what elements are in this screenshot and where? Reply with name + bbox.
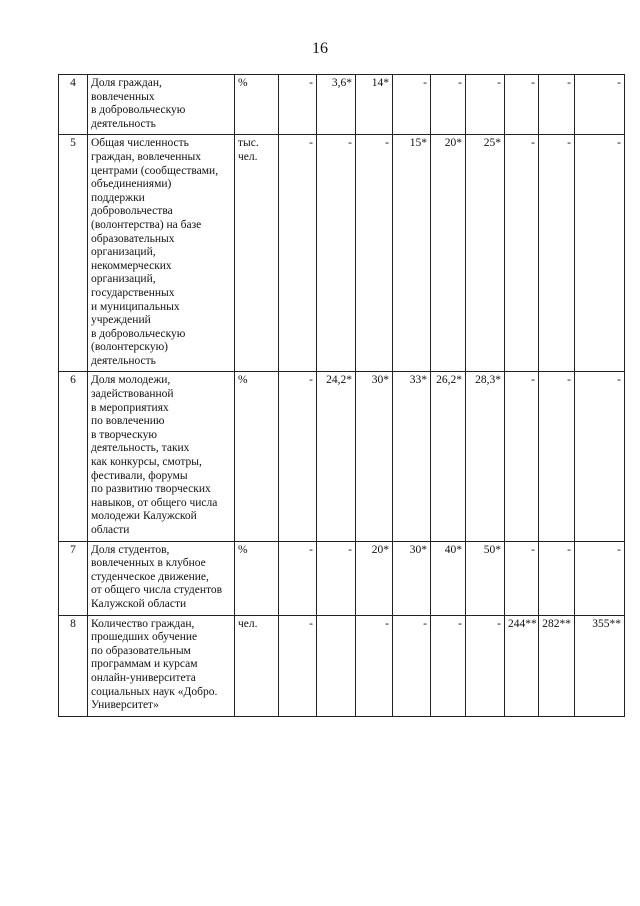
value-cell: - [505,372,539,541]
indicator-name-line: прошедших обучение [91,631,198,644]
row-number: 7 [59,541,88,615]
value-cell: 50* [466,541,505,615]
indicator-name-line: граждан, вовлеченных [91,150,201,163]
indicator-name-line: деятельность [91,354,156,367]
table-body [59,75,625,717]
indicator-name-line: объединениями) [91,178,172,191]
value-cell: - [279,75,317,135]
value-cell: - [279,135,317,372]
value-cell: - [466,615,505,716]
value-cell: 26,2* [431,372,466,541]
table-row [59,541,625,615]
value-cell: - [393,75,431,135]
indicator-name-line: в мероприятиях [91,401,169,414]
row-number: 4 [59,75,88,135]
indicator-name-line: программам и курсам [91,658,198,671]
indicator-name [88,75,235,135]
indicator-name-line: студенческое движение, [91,570,209,583]
value-cell: - [317,541,356,615]
value-cell: 30* [393,541,431,615]
indicator-name-line: (волонтерскую) [91,341,169,354]
indicator-name-line: образовательных [91,232,175,245]
indicator-name-line: Доля граждан, [91,77,162,89]
value-cell: 355** [575,615,625,716]
indicator-name-line: организаций, [91,246,156,259]
indicator-name [88,541,235,615]
value-cell: - [575,372,625,541]
value-cell: - [466,75,505,135]
indicator-name [88,372,235,541]
value-cell: 30* [356,372,393,541]
indicator-name-line: в добровольческую [91,327,186,340]
indicator-name-line: добровольчества [91,205,173,218]
value-cell: 14* [356,75,393,135]
row-number: 6 [59,372,88,541]
value-cell: - [539,541,575,615]
indicator-name-line: деятельность [91,117,156,130]
indicator-name-line: Калужской области [91,597,187,610]
indicator-name-line: вовлеченных [91,90,155,103]
indicator-name-line: вовлеченных в клубное [91,557,206,570]
indicator-name-line: в добровольческую [91,104,186,117]
value-cell: - [505,75,539,135]
table-row [59,75,625,135]
value-cell: - [505,541,539,615]
value-cell: 282** [539,615,575,716]
value-cell: - [431,615,466,716]
indicator-name-line: центрами (сообществами, [91,164,219,177]
value-cell: - [317,135,356,372]
indicator-name-line: молодежи Калужской [91,510,197,523]
unit-cell: % [235,541,279,615]
unit-cell: % [235,372,279,541]
indicator-name-line: навыков, от общего числа [91,496,218,509]
unit-cell: чел. [235,615,279,716]
indicator-name-line: государственных [91,286,175,299]
indicator-name-line: социальных наук «Добро. [91,685,218,698]
indicators-table [58,74,625,717]
value-cell: 15* [393,135,431,372]
value-cell: - [279,615,317,716]
value-cell: 20* [356,541,393,615]
value-cell [317,615,356,716]
indicator-name-line: по вовлечению [91,415,165,428]
value-cell: 33* [393,372,431,541]
indicator-name-line: Доля студентов, [91,543,170,556]
value-cell: 28,3* [466,372,505,541]
value-cell: - [575,75,625,135]
value-cell: - [431,75,466,135]
indicator-name [88,135,235,372]
value-cell: - [539,135,575,372]
indicator-name-line: по образовательным [91,644,191,657]
table-row [59,135,625,372]
indicator-name-line: (волонтерства) на базе [91,218,202,231]
value-cell: - [505,135,539,372]
indicator-name-line: деятельность, таких [91,442,190,455]
indicator-name-line: некоммерческих [91,259,172,272]
value-cell: 20* [431,135,466,372]
value-cell: 244** [505,615,539,716]
value-cell: - [393,615,431,716]
indicator-name-line: Общая численность [91,137,189,150]
table-row [59,372,625,541]
indicator-name-line: Университет» [91,699,159,712]
indicator-name-line: задействованной [91,388,174,401]
page-number: 16 [312,40,328,57]
indicator-name [88,615,235,716]
indicator-name-line: как конкурсы, смотры, [91,456,202,469]
indicator-name-line: по развитию творческих [91,483,211,496]
value-cell: - [539,372,575,541]
value-cell: - [356,615,393,716]
value-cell: 40* [431,541,466,615]
table-row [59,615,625,716]
value-cell: 25* [466,135,505,372]
indicator-name-line: и муниципальных [91,300,180,313]
indicator-name-line: Доля молодежи, [91,374,171,387]
value-cell: - [356,135,393,372]
value-cell: - [279,541,317,615]
row-number: 8 [59,615,88,716]
indicator-name-line: поддержки [91,191,145,204]
indicator-name-line: от общего числа студентов [91,584,223,597]
indicator-name-line: области [91,524,130,536]
value-cell: - [279,372,317,541]
indicator-name-line: учреждений [91,314,151,327]
indicator-name-line: Количество граждан, [91,617,195,630]
indicator-name-line: фестивали, форумы [91,469,188,482]
indicator-name-line: организаций, [91,273,156,286]
row-number: 5 [59,135,88,372]
value-cell: 3,6* [317,75,356,135]
value-cell: 24,2* [317,372,356,541]
unit-cell: % [235,75,279,135]
value-cell: - [575,135,625,372]
unit-cell: тыс. чел. [235,135,279,372]
value-cell: - [575,541,625,615]
indicator-name-line: в творческую [91,428,157,441]
indicator-name-line: онлайн-университета [91,671,196,684]
value-cell: - [539,75,575,135]
